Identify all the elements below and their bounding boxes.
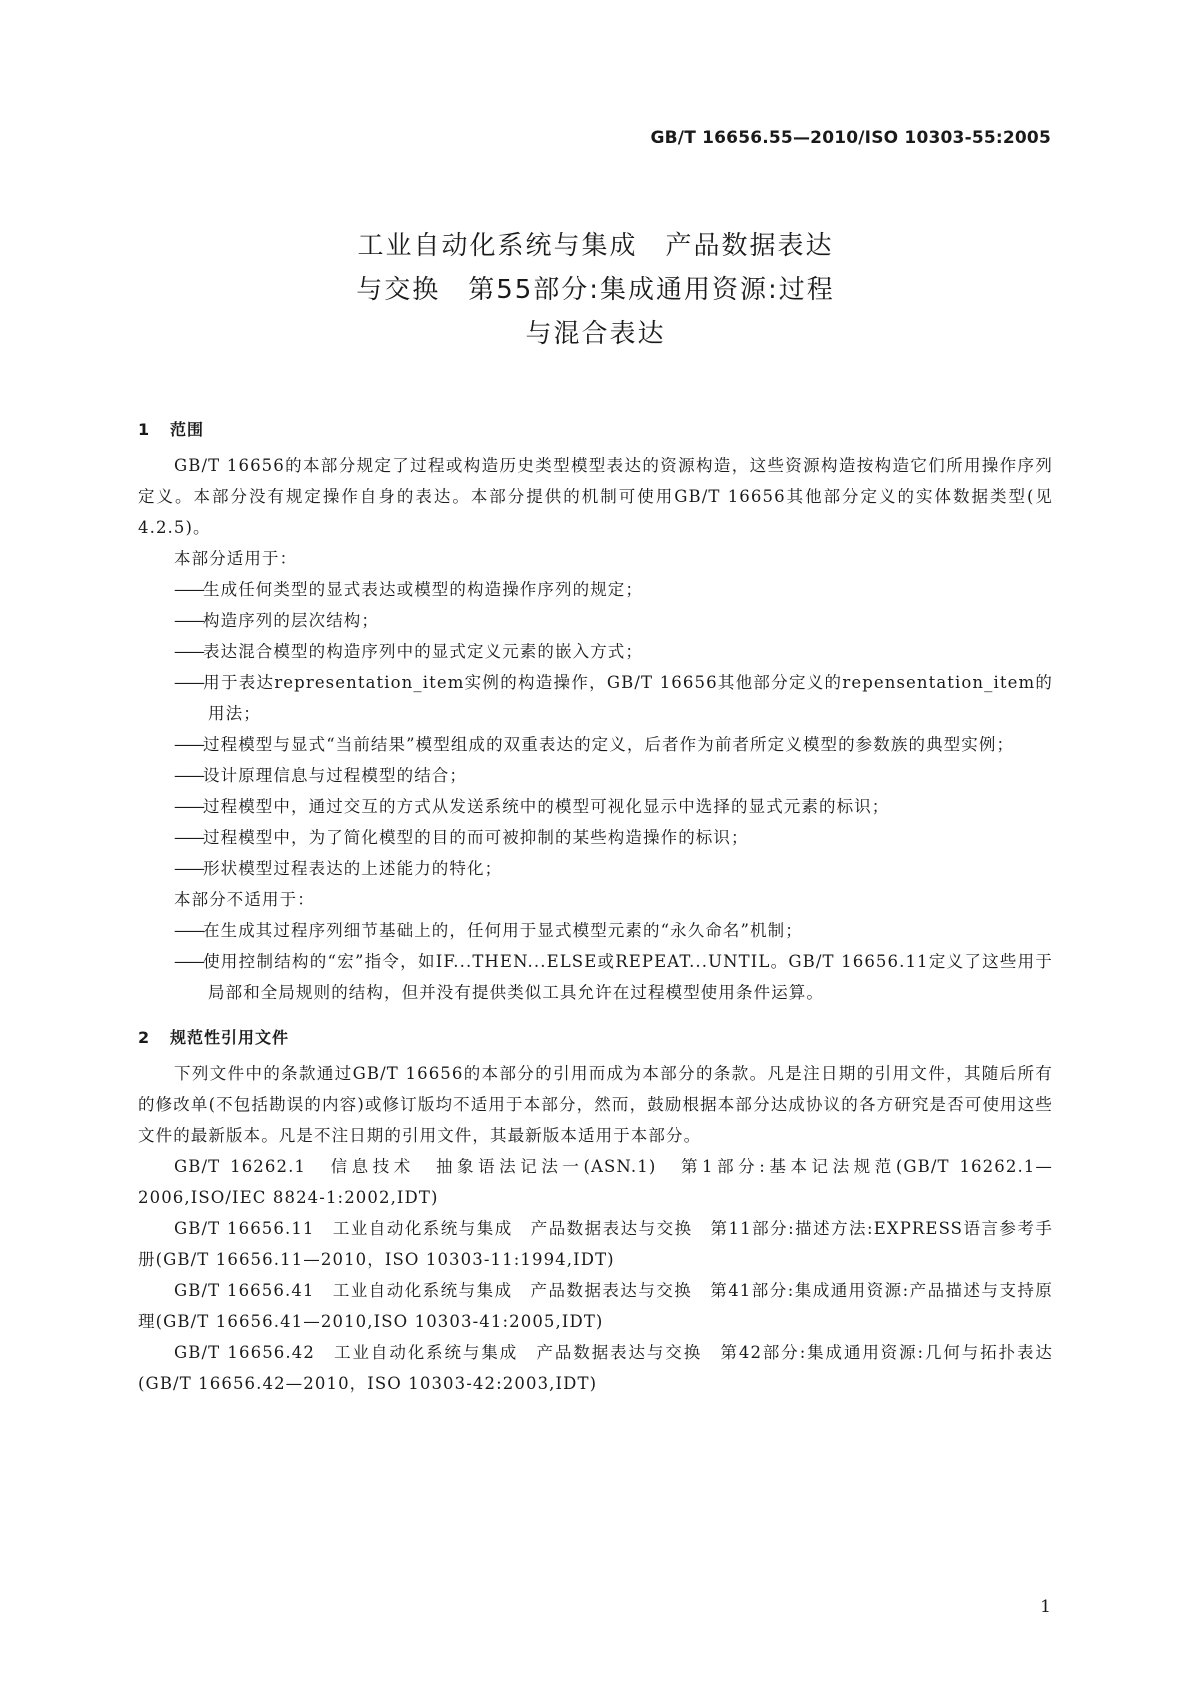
title-line-1: 工业自动化系统与集成 产品数据表达 <box>357 231 834 261</box>
list-item: ——过程模型中，为了简化模型的目的而可被抑制的某些构造操作的标识； <box>174 828 749 847</box>
list-item: ——生成任何类型的显式表达或模型的构造操作序列的规定； <box>174 580 643 599</box>
section-1-title: 范围 <box>170 420 205 439</box>
title-line-3: 与混合表达 <box>525 319 666 349</box>
list-item: ——形状模型过程表达的上述能力的特化； <box>174 859 503 878</box>
section-2-number: 2 <box>138 1028 151 1047</box>
section-2-title: 规范性引用文件 <box>170 1028 290 1047</box>
list-item: ——过程模型与显式“当前结果”模型组成的双重表达的定义，后者作为前者所定义模型的参数族的典型实例； <box>174 735 1015 754</box>
list-item: ——用于表达representation_item实例的构造操作，GB/T 16656其他部分定义的repensentation_item的用法； <box>174 673 1053 723</box>
section-2-heading <box>138 1018 1053 1058</box>
section-1-intro: GB/T 16656的本部分规定了过程或构造历史类型模型表达的资源构造，这些资源构造按构造它们所用操作序列定义。本部分没有规定操作自身的表达。本部分提供的机制可使用GB/T 16656其他部分定义的实体数据类型(见4.2.5)。 <box>138 456 1053 537</box>
list-item: ——在生成其过程序列细节基础上的，任何用于显式模型元素的“永久命名”机制； <box>174 921 803 940</box>
reference-entry: GB/T 16656.41 工业自动化系统与集成 产品数据表达与交换 第41部分:集成通用资源:产品描述与支持原理(GB/T 16656.41—2010,ISO 10303-41:2005,IDT) <box>138 1281 1053 1331</box>
section-1-number: 1 <box>138 420 151 439</box>
document-title <box>0 224 1191 356</box>
standard-code-header: GB/T 16656.55—2010/ISO 10303-55:2005 <box>650 128 1051 148</box>
list-item: ——过程模型中，通过交互的方式从发送系统中的模型可视化显示中选择的显式元素的标识； <box>174 797 890 816</box>
page-number: 1 <box>1040 1597 1051 1617</box>
section-2-intro: 下列文件中的条款通过GB/T 16656的本部分的引用而成为本部分的条款。凡是注日期的引用文件，其随后所有的修改单(不包括勘误的内容)或修订版均不适用于本部分，然而，鼓励根据本部分达成协议的各方研究是否可使用这些文件的最新版本。凡是不注日期的引用文件，其最新版本适用于本部分。 <box>138 1064 1053 1145</box>
reference-entry: GB/T 16262.1 信息技术 抽象语法记法一(ASN.1) 第1部分:基本记法规范(GB/T 16262.1—2006,ISO/IEC 8824-1:2002,IDT) <box>138 1157 1053 1207</box>
not-applies-label: 本部分不适用于： <box>174 890 315 909</box>
title-line-2: 与交换 第55部分:集成通用资源:过程 <box>356 275 835 305</box>
list-item: ——表达混合模型的构造序列中的显式定义元素的嵌入方式； <box>174 642 643 661</box>
reference-entry: GB/T 16656.11 工业自动化系统与集成 产品数据表达与交换 第11部分:描述方法:EXPRESS语言参考手册(GB/T 16656.11—2010，ISO 10303-11:1994,IDT) <box>138 1219 1053 1269</box>
list-item: ——使用控制结构的“宏”指令，如IF...THEN...ELSE或REPEAT...UNTIL。GB/T 16656.11定义了这些用于局部和全局规则的结构，但并没有提供类似工具允许在过程模型使用条件运算。 <box>174 952 1053 1002</box>
list-item: ——设计原理信息与过程模型的结合； <box>174 766 467 785</box>
reference-entry: GB/T 16656.42 工业自动化系统与集成 产品数据表达与交换 第42部分:集成通用资源:几何与拓扑表达(GB/T 16656.42—2010，ISO 10303-42:2003,IDT) <box>138 1343 1053 1393</box>
section-1-heading <box>138 410 1053 450</box>
document-body <box>138 410 1053 1399</box>
applies-label: 本部分适用于： <box>174 549 298 568</box>
list-item: ——构造序列的层次结构； <box>174 611 379 630</box>
